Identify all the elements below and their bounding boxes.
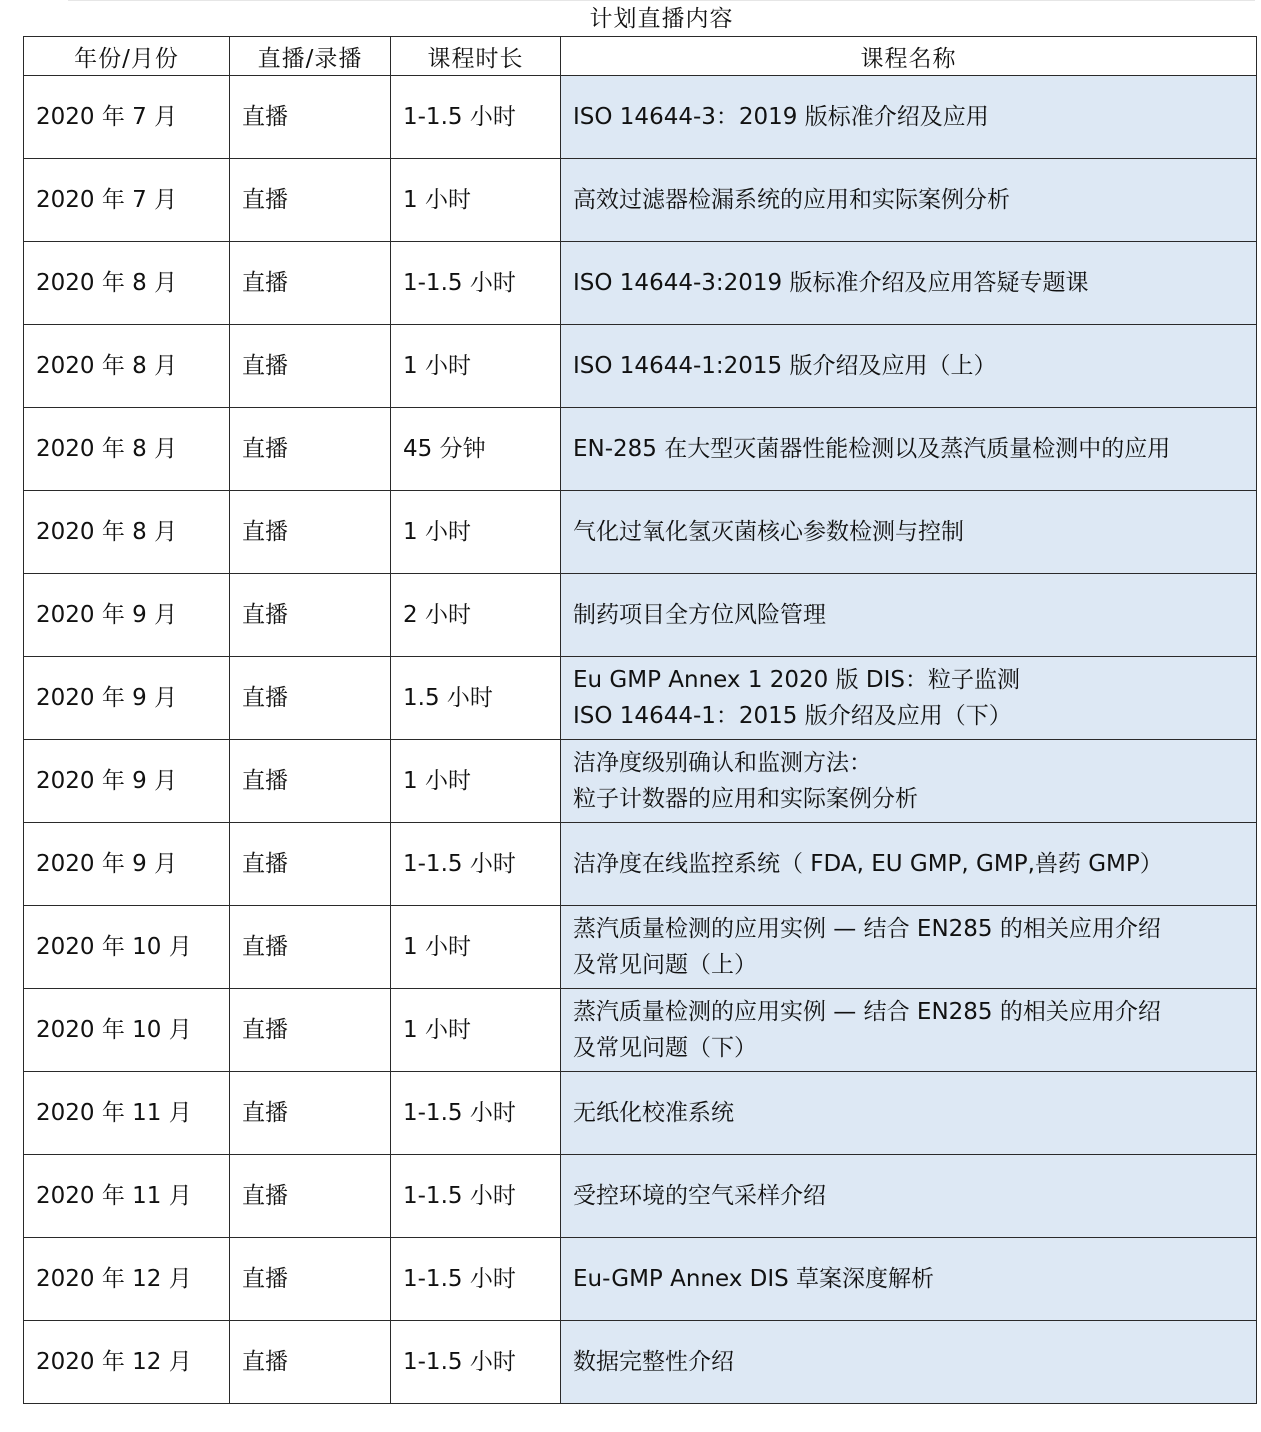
table-row [24,491,1257,574]
cell-type: 直播 [230,408,391,491]
table-row [24,76,1257,159]
header-duration: 课程时长 [391,37,561,76]
table-body [24,76,1257,1404]
cell-month: 2020 年 8 月 [24,325,230,408]
cell-duration: 1 小时 [391,989,561,1072]
table-row [24,1155,1257,1238]
cell-type: 直播 [230,906,391,989]
cell-duration: 1-1.5 小时 [391,1321,561,1404]
cell-type: 直播 [230,989,391,1072]
cell-month: 2020 年 11 月 [24,1155,230,1238]
table-row [24,242,1257,325]
cell-month: 2020 年 9 月 [24,657,230,740]
cell-course: 洁净度在线监控系统（ FDA, EU GMP, GMP,兽药 GMP） [561,823,1257,906]
cell-type: 直播 [230,1155,391,1238]
table-row [24,823,1257,906]
cell-month: 2020 年 8 月 [24,491,230,574]
cell-type: 直播 [230,159,391,242]
cell-type: 直播 [230,1238,391,1321]
cell-duration: 45 分钟 [391,408,561,491]
cell-duration: 1-1.5 小时 [391,1072,561,1155]
cell-duration: 1 小时 [391,325,561,408]
cell-type: 直播 [230,491,391,574]
cell-course: 气化过氧化氢灭菌核心参数检测与控制 [561,491,1257,574]
cell-month: 2020 年 8 月 [24,242,230,325]
table-caption: 计划直播内容 [68,0,1255,37]
cell-course: 制药项目全方位风险管理 [561,574,1257,657]
table-row [24,159,1257,242]
header-type: 直播/录播 [230,37,391,76]
table-row [24,1238,1257,1321]
table-row [24,657,1257,740]
cell-duration: 1-1.5 小时 [391,1155,561,1238]
table-row [24,906,1257,989]
cell-month: 2020 年 9 月 [24,740,230,823]
table-row [24,989,1257,1072]
cell-course: 数据完整性介绍 [561,1321,1257,1404]
cell-month: 2020 年 11 月 [24,1072,230,1155]
cell-duration: 2 小时 [391,574,561,657]
cell-month: 2020 年 12 月 [24,1238,230,1321]
cell-type: 直播 [230,740,391,823]
cell-month: 2020 年 8 月 [24,408,230,491]
header-month: 年份/月份 [24,37,230,76]
cell-type: 直播 [230,823,391,906]
cell-course: 蒸汽质量检测的应用实例 — 结合 EN285 的相关应用介绍 及常见问题（下） [561,989,1257,1072]
cell-duration: 1-1.5 小时 [391,76,561,159]
table-row [24,1321,1257,1404]
table-row [24,1072,1257,1155]
cell-course: 洁净度级别确认和监测方法： 粒子计数器的应用和实际案例分析 [561,740,1257,823]
table-row [24,740,1257,823]
header-row [24,37,1257,76]
cell-course: 蒸汽质量检测的应用实例 — 结合 EN285 的相关应用介绍 及常见问题（上） [561,906,1257,989]
cell-month: 2020 年 7 月 [24,76,230,159]
cell-month: 2020 年 9 月 [24,574,230,657]
cell-type: 直播 [230,76,391,159]
cell-type: 直播 [230,1321,391,1404]
cell-duration: 1-1.5 小时 [391,242,561,325]
table-row [24,325,1257,408]
cell-duration: 1.5 小时 [391,657,561,740]
cell-month: 2020 年 10 月 [24,989,230,1072]
cell-course: 受控环境的空气采样介绍 [561,1155,1257,1238]
cell-course: EN-285 在大型灭菌器性能检测以及蒸汽质量检测中的应用 [561,408,1257,491]
cell-duration: 1 小时 [391,740,561,823]
cell-course: 高效过滤器检漏系统的应用和实际案例分析 [561,159,1257,242]
cell-duration: 1 小时 [391,159,561,242]
cell-month: 2020 年 7 月 [24,159,230,242]
cell-course: ISO 14644-3:2019 版标准介绍及应用答疑专题课 [561,242,1257,325]
cell-type: 直播 [230,242,391,325]
cell-course: ISO 14644-3：2019 版标准介绍及应用 [561,76,1257,159]
cell-month: 2020 年 12 月 [24,1321,230,1404]
course-schedule-table [23,36,1257,1404]
cell-course: Eu-GMP Annex DIS 草案深度解析 [561,1238,1257,1321]
cell-duration: 1 小时 [391,906,561,989]
cell-type: 直播 [230,1072,391,1155]
header-course: 课程名称 [561,37,1257,76]
cell-type: 直播 [230,657,391,740]
cell-course: 无纸化校准系统 [561,1072,1257,1155]
table-row [24,408,1257,491]
cell-duration: 1-1.5 小时 [391,1238,561,1321]
table-row [24,574,1257,657]
cell-month: 2020 年 10 月 [24,906,230,989]
cell-course: ISO 14644-1:2015 版介绍及应用（上） [561,325,1257,408]
table-header [24,37,1257,76]
cell-duration: 1 小时 [391,491,561,574]
cell-month: 2020 年 9 月 [24,823,230,906]
cell-type: 直播 [230,325,391,408]
cell-duration: 1-1.5 小时 [391,823,561,906]
cell-type: 直播 [230,574,391,657]
cell-course: Eu GMP Annex 1 2020 版 DIS：粒子监测 ISO 14644-1：2015 版介绍及应用（下） [561,657,1257,740]
